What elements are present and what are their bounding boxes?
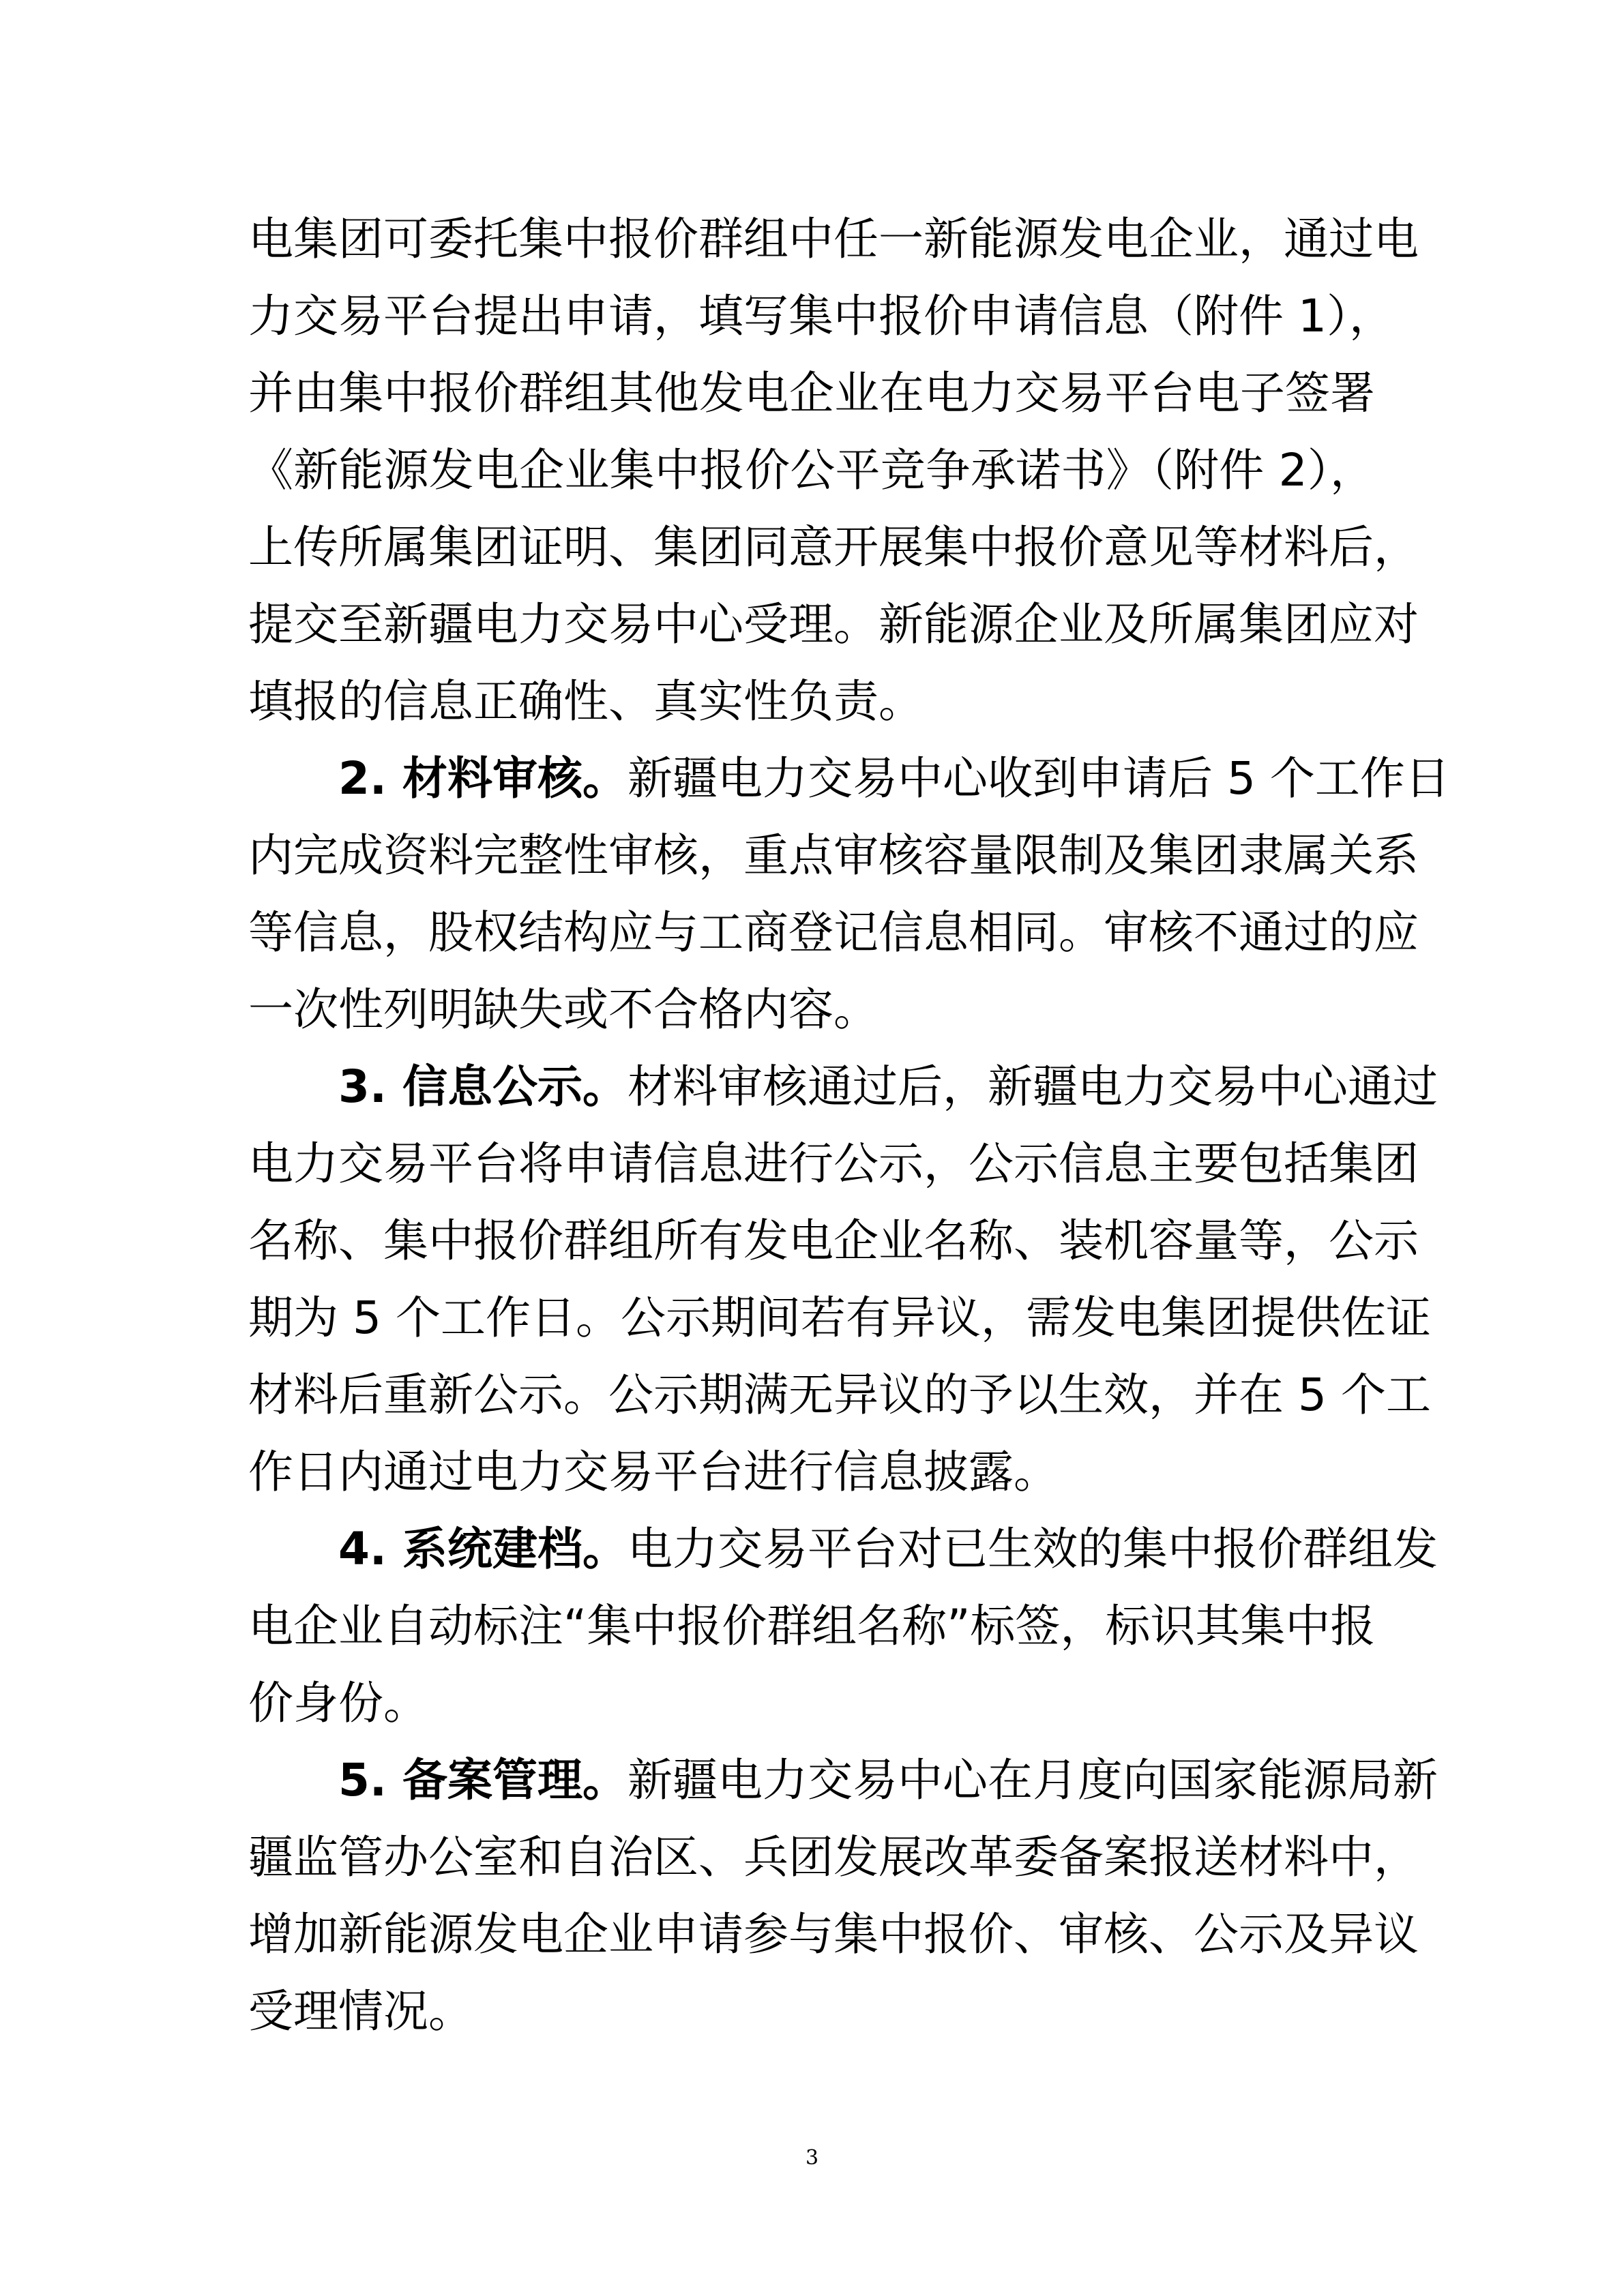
text-line: 电集团可委托集中报价群组中任一新能源发电企业，通过电 — [248, 213, 1419, 265]
text-line: 等信息，股权结构应与工商登记信息相同。审核不通过的应 — [248, 906, 1419, 959]
text-line: 受理情况。 — [248, 1985, 473, 2038]
text-span: 新疆电力交易中心收到申请后 5 个工作日 — [627, 752, 1450, 805]
text-span: 电力交易平台对已生效的集中报价群组发 — [627, 1523, 1438, 1575]
text-line — [248, 740, 1450, 817]
text-line: 提交至新疆电力交易中心受理。新能源企业及所属集团应对 — [248, 598, 1419, 651]
text-span: 材料审核通过后，新疆电力交易中心通过 — [627, 1060, 1438, 1113]
text-line: 增加新能源发电企业申请参与集中报价、审核、公示及异议 — [248, 1908, 1419, 1960]
section-heading: 3. 信息公示。 — [338, 1060, 628, 1113]
text-line: 并由集中报价群组其他发电企业在电力交易平台电子签署 — [248, 367, 1375, 419]
text-line: 电企业自动标注“集中报价群组名称”标签，标识其集中报 — [248, 1600, 1376, 1652]
page-number: 3 — [805, 2146, 819, 2170]
body-text — [248, 200, 1450, 2050]
section-heading: 4. 系统建档。 — [338, 1523, 628, 1575]
text-line: 填报的信息正确性、真实性负责。 — [248, 675, 924, 728]
section-heading: 5. 备案管理。 — [338, 1754, 628, 1806]
paragraph-material-review — [248, 740, 1450, 1048]
text-line: 内完成资料完整性审核，重点审核容量限制及集团隶属关系 — [248, 829, 1419, 882]
text-line: 材料后重新公示。公示期满无异议的予以生效，并在 5 个工 — [248, 1369, 1431, 1421]
text-line: 电力交易平台将申请信息进行公示，公示信息主要包括集团 — [248, 1137, 1419, 1190]
text-line: 名称、集中报价群组所有发电企业名称、装机容量等，公示 — [248, 1214, 1419, 1267]
text-line: 疆监管办公室和自治区、兵团发展改革委备案报送材料中， — [248, 1831, 1419, 1883]
text-line — [248, 1742, 1438, 1819]
text-line: 期为 5 个工作日。公示期间若有异议，需发电集团提供佐证 — [248, 1292, 1431, 1344]
text-line: 力交易平台提出申请，填写集中报价申请信息（附件 1）， — [248, 290, 1394, 342]
paragraph-record-management — [248, 1742, 1438, 2050]
section-heading: 2. 材料审核。 — [338, 752, 628, 805]
text-line: 上传所属集团证明、集团同意开展集中报价意见等材料后， — [248, 521, 1419, 573]
paragraph-system-filing — [248, 1510, 1438, 1742]
text-line: 一次性列明缺失或不合格内容。 — [248, 983, 879, 1036]
paragraph-information-disclosure — [248, 1048, 1438, 1510]
text-span: 新疆电力交易中心在月度向国家能源局新 — [627, 1754, 1438, 1806]
text-line: 价身份。 — [248, 1677, 428, 1729]
text-line: 作日内通过电力交易平台进行信息披露。 — [248, 1446, 1059, 1498]
paragraph-application — [248, 200, 1419, 740]
text-line — [248, 1510, 1438, 1587]
text-line: 《新能源发电企业集中报价公平竞争承诺书》（附件 2）， — [248, 444, 1375, 496]
text-line — [248, 1048, 1438, 1125]
